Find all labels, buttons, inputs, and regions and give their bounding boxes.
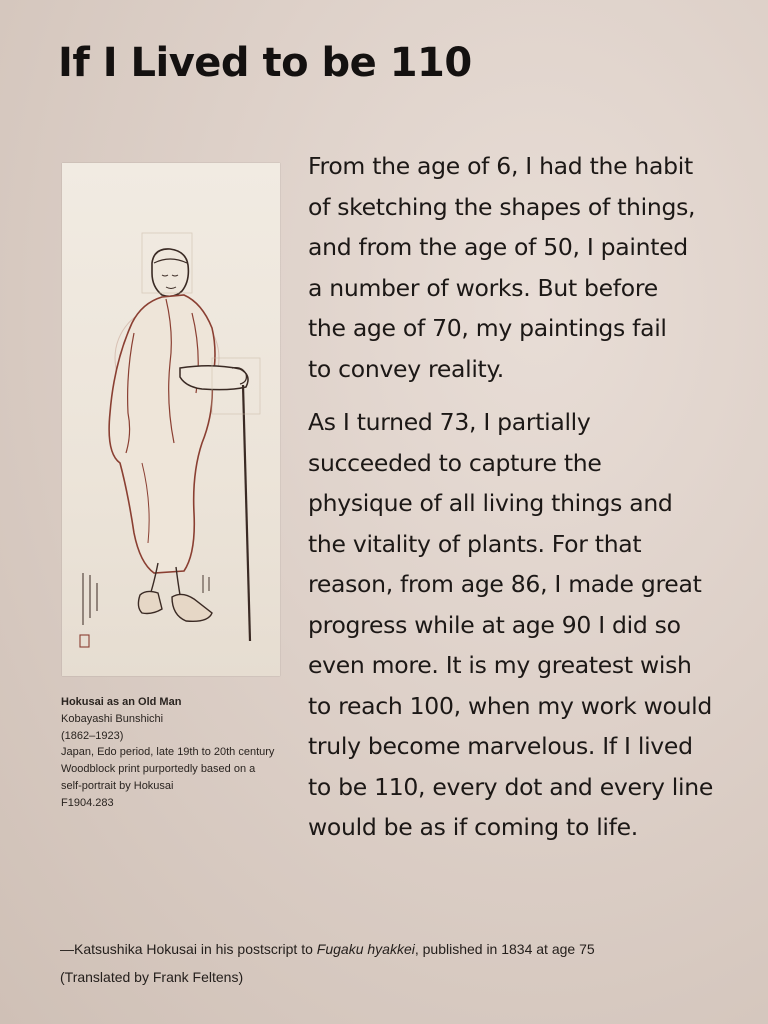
quote-line: to convey reality.: [308, 354, 504, 383]
quote-line: physique of all living things and: [308, 489, 673, 517]
quote-paragraph-2: [308, 402, 738, 848]
quote-line: to reach 100, when my work would: [308, 691, 713, 720]
quote-line: of sketching the shapes of things,: [308, 192, 696, 221]
quote-line: would be as if coming to life.: [308, 813, 638, 841]
attribution-suffix: , published in 1834 at age 75: [414, 941, 595, 957]
quote-line: the vitality of plants. For that: [308, 529, 642, 558]
old-man-figure-illustration: [62, 163, 280, 676]
artwork-dates: (1862–1923): [61, 729, 124, 742]
quote-line: to be 110, every dot and every line: [308, 772, 713, 801]
attribution-source: [60, 935, 595, 963]
attribution-work-title: Fugaku hyakkei: [316, 941, 415, 957]
quote-line: progress while at age 90 I did so: [308, 610, 681, 639]
inscription-marks: [83, 573, 97, 625]
quote-line: truly become marvelous. If I lived: [308, 732, 693, 760]
artwork-artist: Kobayashi Bunshichi: [61, 712, 164, 725]
artwork-medium-line2: self-portrait by Hokusai: [61, 779, 174, 792]
page-title: If I Lived to be 110: [58, 40, 472, 86]
quote-line: From the age of 6, I had the habit: [308, 152, 693, 180]
quote-line: even more. It is my greatest wish: [308, 651, 692, 679]
artwork-origin: Japan, Edo period, late 19th to 20th century: [61, 746, 275, 759]
quote-attribution: [60, 935, 595, 991]
attribution-translator: (Translated by Frank Feltens): [60, 969, 244, 985]
quote-line: a number of works. But before: [308, 273, 658, 302]
quote-line: and from the age of 50, I painted: [308, 233, 688, 261]
artwork-accession: F1904.283: [61, 796, 114, 809]
quote-line: the age of 70, my paintings fail: [308, 314, 667, 342]
quote-line: reason, from age 86, I made great: [308, 570, 702, 598]
quote-line: succeeded to capture the: [308, 448, 602, 477]
woodblock-print-image: [62, 163, 280, 676]
hokusai-quote: [308, 146, 738, 848]
artwork-caption: [61, 694, 291, 812]
artwork-title: Hokusai as an Old Man: [61, 696, 182, 708]
artwork-medium-line1: Woodblock print purportedly based on a: [61, 763, 256, 776]
quote-paragraph-1: [308, 146, 738, 389]
quote-line: As I turned 73, I partially: [308, 408, 591, 436]
attribution-prefix: —Katsushika Hokusai in his postscript to: [60, 941, 317, 957]
